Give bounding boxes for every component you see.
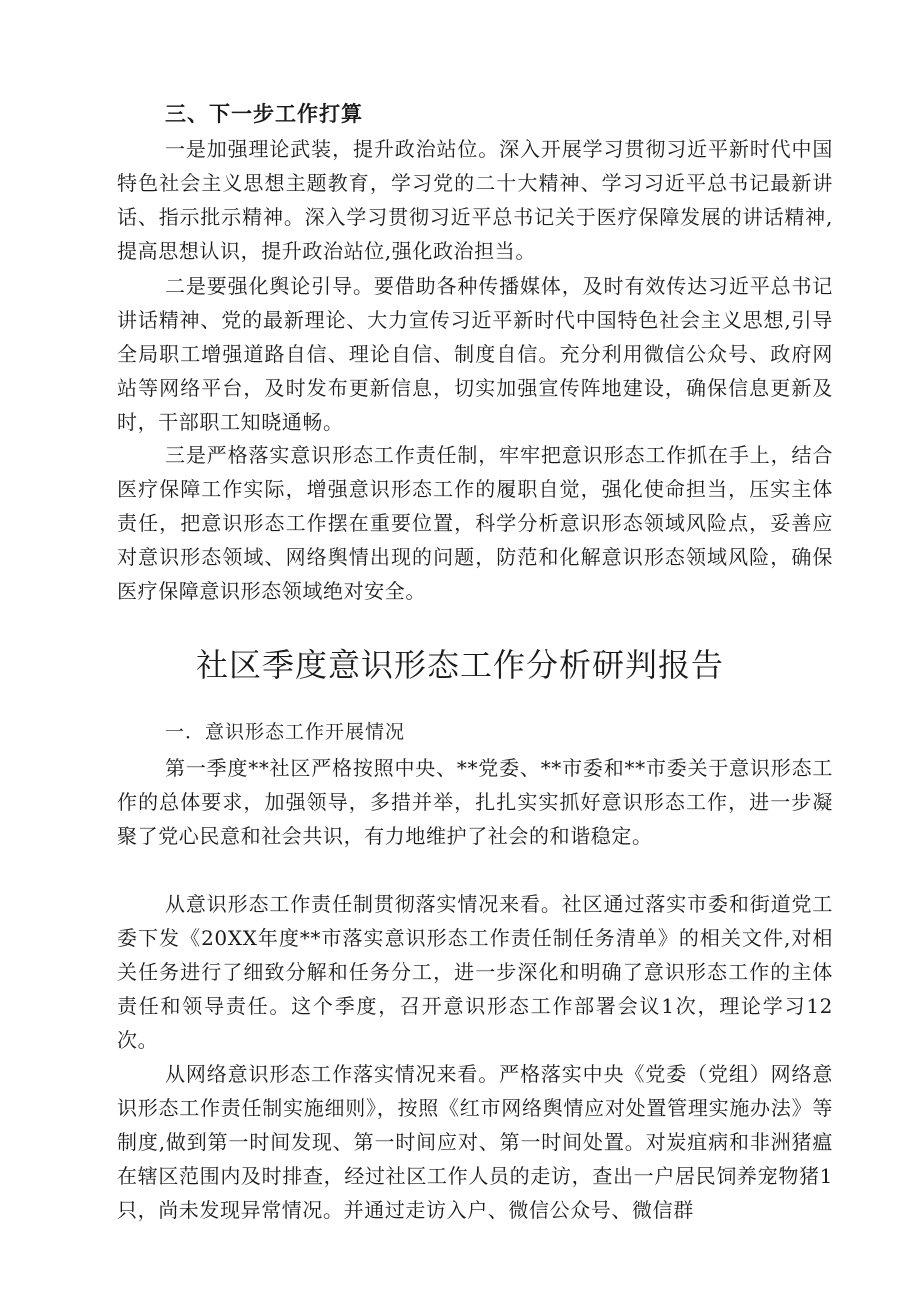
paragraph-responsibility-system: 三是严格落实意识形态工作责任制，牢牢把意识形态工作抓在手上，结合医疗保障工作实际，增强意识形态工作的履职自觉，强化使命担当，压实主体责任，把意识形态工作摆在重要位置，科学分析意识形态领域风险点，妥善应对意识形态领域、网络舆情出现的问题，防范和化解意识形态领域风险，确保医疗保障意识形态领域绝对安全。: [117, 443, 833, 603]
paragraph-network-ideology: 从网络意识形态工作落实情况来看。严格落实中央《党委（党组）网络意识形态工作责任制实施细则》，按照《红市网络舆情应对处置管理实施办法》等制度,做到第一时间发现、第一时间应对、第一时间处置。对炭疽病和非洲猪瘟在辖区范围内及时排查，经过社区工作人员的走访，查出一户居民饲养宠物猪1只，尚未发现异常情况。并通过走访入户、微信公众号、微信群: [117, 1062, 833, 1222]
report-sub-heading: 一．意识形态工作开展情况: [165, 721, 406, 743]
paragraph-first-quarter: 第一季度**社区严格按照中央、**党委、**市委和**市委关于意识形态工作的总体要求，加强领导，多措并举，扎扎实实抓好意识形态工作，进一步凝聚了党心民意和社会共识，有力地维护了社会的和谐稳定。: [117, 756, 833, 848]
section-heading: 三、下一步工作打算: [165, 102, 363, 126]
paragraph-public-opinion: 二是要强化舆论引导。要借助各种传播媒体，及时有效传达习近平总书记讲话精神、党的最新理论、大力宣传习近平新时代中国特色社会主义思想,引导全局职工增强道路自信、理论自信、制度自信。充分利用微信公众号、政府网站等网络平台，及时发布更新信息，切实加强宣传阵地建设，确保信息更新及时，干部职工知晓通畅。: [117, 274, 833, 434]
paragraph-responsibility-implementation: 从意识形态工作责任制贯彻落实情况来看。社区通过落实市委和街道党工委下发《20XX年度**市落实意识形态工作责任制任务清单》的相关文件,对相关任务进行了细致分解和任务分工，进一步深化和明确了意识形态工作的主体责任和领导责任。这个季度，召开意识形态工作部署会议1次，理论学习12次。: [117, 892, 833, 1052]
paragraph-strengthen-theory: 一是加强理论武装，提升政治站位。深入开展学习贯彻习近平新时代中国特色社会主义思想主题教育，学习党的二十大精神、学习习近平总书记最新讲话、指示批示精神。深入学习贯彻习近平总书记关于医疗保障发展的讲话精神,提高思想认识，提升政治站位,强化政治担当。: [117, 137, 833, 263]
report-title: 社区季度意识形态工作分析研判报告: [195, 646, 724, 684]
